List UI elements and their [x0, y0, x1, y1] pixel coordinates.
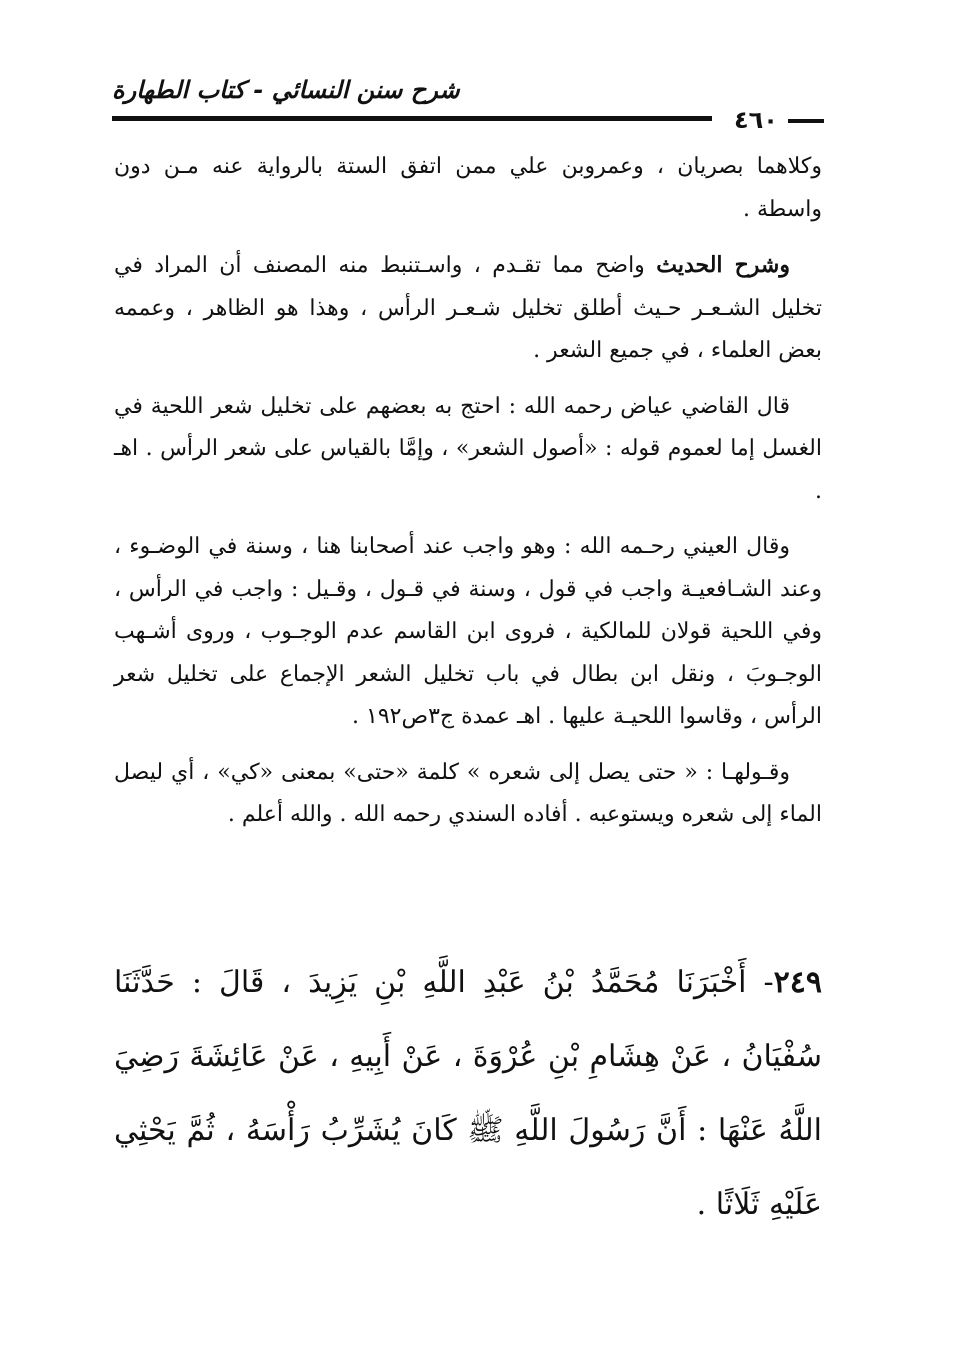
- running-header-title: شرح سنن النسائي - كتاب الطهارة: [112, 76, 460, 104]
- hadith-number: ٢٤٩: [773, 965, 822, 1000]
- paragraph-text: قال القاضي عياض رحمه الله : احتج به بعضهم على تخليل شعر اللحية في الغسل إما لعموم قوله : «أصول الشعر» ، وإمَّا بالقياس على شعر الرأس . اهـ .: [114, 393, 822, 504]
- page-number-dash: [788, 119, 824, 123]
- paragraph: [114, 386, 822, 514]
- paragraph: [114, 244, 822, 373]
- hadith-text: - أَخْبَرَنَا مُحَمَّدُ بْنُ عَبْدِ اللَّهِ بْنِ يَزِيدَ ، قَالَ : حَدَّثَنَا سُفْيَانُ ، عَنْ هِشَامِ بْنِ عُرْوَةَ ، عَنْ أَبِيهِ ، عَنْ عَائِشَةَ رَضِيَ اللَّهُ عَنْهَا : أَنَّ رَسُولَ اللَّهِ ﷺ كَانَ يُشَرِّبُ رَأْسَهُ ، ثُمَّ يَحْثِي عَلَيْهِ ثَلَاثًا .: [114, 965, 822, 1222]
- page-number: ٤٦٠: [734, 106, 778, 134]
- paragraph-text: واضح مما تقـدم ، واسـتنبط منه المصنف أن المراد في تخليل الشـعـر حـيث أطلق تخليل شـعـر الرأس ، وهذا هو الظاهر ، وعممه بعض العلماء ، في جميع الشعر .: [114, 253, 822, 363]
- header-rule: [112, 116, 712, 121]
- page-header: [112, 76, 824, 134]
- hadith-block: [114, 946, 822, 1242]
- paragraph-text: وقـولهـا : « حتى يصل إلى شعره » كلمة «حتى» بمعنى «كي» ، أي ليصل الماء إلى شعره ويستوعبه . أفاده السندي رحمه الله . والله أعلم .: [114, 759, 822, 827]
- paragraph: [114, 752, 822, 837]
- hadith-paragraph: [114, 946, 822, 1242]
- paragraph: [114, 146, 822, 231]
- commentary-text: [114, 146, 822, 850]
- paragraph-text: وكلاهما بصريان ، وعمروبن علي ممن اتفق الستة بالرواية عنه مـن دون واسطة .: [114, 154, 823, 222]
- paragraph-lead: وشرح الحديث: [656, 252, 790, 278]
- paragraph-text: وقال العيني رحـمه الله : وهو واجب عند أصحابنا هنا ، وسنة في الوضـوء ، وعند الشـافعيـة واجب في قول ، وسنة في قـول ، وقـيل : واجب في الرأس ، وفي اللحية قولان للمالكية ، فروى ابن القاسم عدم الوجـوب ، وروى أشـهب الوجـوبَ ، ونقل ابن بطال في باب تخليل الشعر الإجماع على تخليل شعر الرأس ، وقاسوا اللحيـة عليها . اهـ عمدة ج٣ص١٩٢ .: [114, 534, 822, 729]
- page-number-group: [716, 104, 824, 134]
- paragraph: [114, 526, 822, 739]
